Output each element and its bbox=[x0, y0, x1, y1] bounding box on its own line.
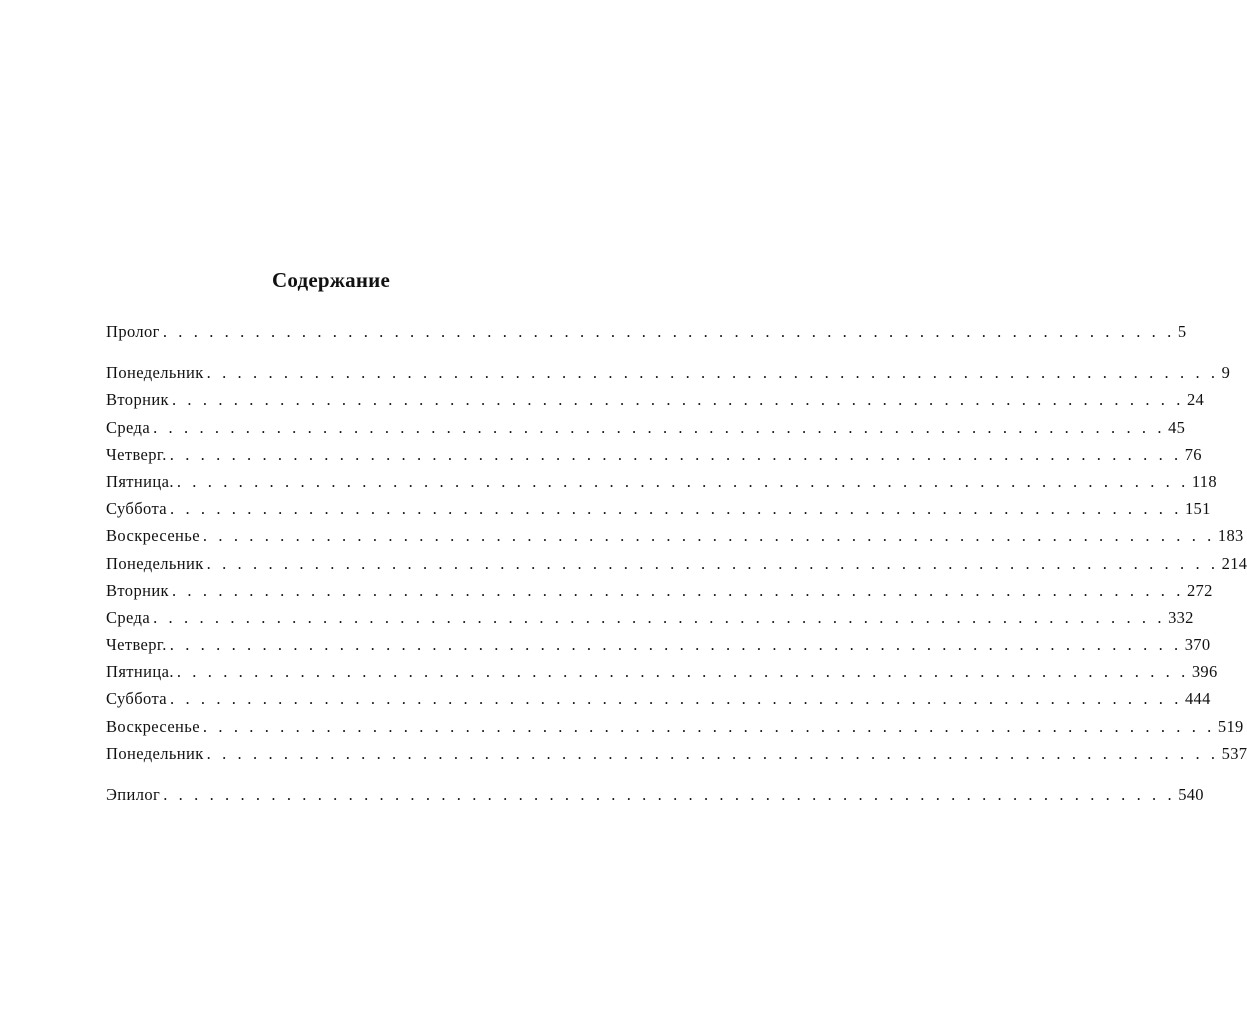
toc-entry-page: 76 bbox=[1184, 444, 1202, 464]
toc-entry-label: Среда bbox=[106, 607, 151, 627]
toc-entry[interactable] bbox=[106, 577, 1213, 604]
dot-leader: . . . . . . . . . . . . . . . . . . . . . . . . . . . . . . . . . . . . . . . . . . . . . . . . . . . . . . . . . . . . . . . . . . bbox=[202, 716, 1215, 736]
toc-entry[interactable] bbox=[106, 631, 1211, 658]
toc-entry-label: Понедельник bbox=[106, 743, 204, 763]
dot-leader: . . . . . . . . . . . . . . . . . . . . . . . . . . . . . . . . . . . . . . . . . . . . . . . . . . . . . . . . . . . . . . . . . . bbox=[206, 363, 1219, 383]
toc-entry[interactable] bbox=[106, 685, 1211, 712]
toc-entry-page: 332 bbox=[1168, 607, 1194, 627]
toc-entry[interactable] bbox=[106, 604, 1194, 631]
toc-entry-label: Пятница. bbox=[106, 471, 174, 491]
dot-leader: . . . . . . . . . . . . . . . . . . . . . . . . . . . . . . . . . . . . . . . . . . . . . . . . . . . . . . . . . . . . . . . . . . bbox=[170, 499, 1182, 519]
toc-entry-page: 151 bbox=[1184, 499, 1211, 519]
toc-entry-label: Четверг. bbox=[106, 444, 167, 464]
toc-entry-label: Четверг. bbox=[106, 635, 167, 655]
toc-entry-page: 118 bbox=[1191, 471, 1217, 491]
toc-entry-label: Суббота bbox=[106, 499, 167, 519]
toc-entry-page: 396 bbox=[1191, 662, 1218, 682]
toc-entry[interactable] bbox=[106, 468, 1217, 495]
toc-entry-label: Пролог bbox=[106, 322, 160, 341]
toc-entry-page: 370 bbox=[1184, 635, 1211, 655]
toc-entry-page: 24 bbox=[1186, 390, 1205, 410]
toc-entry-label: Суббота bbox=[106, 689, 167, 709]
toc-entry-label: Воскресенье bbox=[106, 716, 200, 736]
toc-entry-label: Воскресенье bbox=[106, 526, 200, 546]
dot-leader: . . . . . . . . . . . . . . . . . . . . . . . . . . . . . . . . . . . . . . . . . . . . . . . . . . . . . . . . . . . . . . . . . . bbox=[170, 689, 1182, 709]
toc-entry-page: 5 bbox=[1177, 322, 1187, 341]
toc-entry-page: 9 bbox=[1221, 363, 1231, 383]
toc-entry[interactable] bbox=[106, 713, 1244, 740]
dot-leader: . . . . . . . . . . . . . . . . . . . . . . . . . . . . . . . . . . . . . . . . . . . . . . . . . . . . . . . . . . . . . . . . . . bbox=[171, 580, 1184, 600]
dot-leader: . . . . . . . . . . . . . . . . . . . . . . . . . . . . . . . . . . . . . . . . . . . . . . . . . . . . . . . . . . . . . . . . . . bbox=[162, 322, 1175, 341]
toc-entry[interactable] bbox=[106, 359, 1231, 386]
dot-leader: . . . . . . . . . . . . . . . . . . . . . . . . . . . . . . . . . . . . . . . . . . . . . . . . . . . . . . . . . . . . . . . . . . bbox=[169, 635, 1182, 655]
dot-leader: . . . . . . . . . . . . . . . . . . . . . . . . . . . . . . . . . . . . . . . . . . . . . . . . . . . . . . . . . . . . . . . . . . bbox=[171, 390, 1184, 410]
toc-entry[interactable] bbox=[106, 740, 1247, 767]
toc-entry-page: 183 bbox=[1217, 526, 1244, 546]
table-of-contents bbox=[106, 318, 1247, 808]
dot-leader: . . . . . . . . . . . . . . . . . . . . . . . . . . . . . . . . . . . . . . . . . . . . . . . . . . . . . . . . . . . . . . . . . . bbox=[169, 444, 1182, 464]
toc-entry[interactable] bbox=[106, 441, 1202, 468]
dot-leader: . . . . . . . . . . . . . . . . . . . . . . . . . . . . . . . . . . . . . . . . . . . . . . . . . . . . . . . . . . . . . . . . . . bbox=[206, 743, 1219, 763]
toc-entry-page: 444 bbox=[1184, 689, 1211, 709]
dot-leader: . . . . . . . . . . . . . . . . . . . . . . . . . . . . . . . . . . . . . . . . . . . . . . . . . . . . . . . . . . . . . . . . . . bbox=[153, 607, 1166, 627]
toc-entry[interactable] bbox=[106, 495, 1211, 522]
toc-entry-page: 45 bbox=[1168, 417, 1186, 437]
dot-leader: . . . . . . . . . . . . . . . . . . . . . . . . . . . . . . . . . . . . . . . . . . . . . . . . . . . . . . . . . . . . . . . . . . bbox=[202, 526, 1215, 546]
toc-entry-label: Среда bbox=[106, 417, 151, 437]
toc-entry[interactable] bbox=[106, 658, 1218, 685]
dot-leader: . . . . . . . . . . . . . . . . . . . . . . . . . . . . . . . . . . . . . . . . . . . . . . . . . . . . . . . . . . . . . . . . . . bbox=[153, 417, 1166, 437]
dot-leader: . . . . . . . . . . . . . . . . . . . . . . . . . . . . . . . . . . . . . . . . . . . . . . . . . . . . . . . . . . . . . . . . . . bbox=[176, 471, 1189, 491]
toc-entry-label: Понедельник bbox=[106, 363, 204, 383]
toc-entry-label: Пятница. bbox=[106, 662, 174, 682]
toc-entry-epilogue[interactable] bbox=[106, 781, 1204, 808]
dot-leader: . . . . . . . . . . . . . . . . . . . . . . . . . . . . . . . . . . . . . . . . . . . . . . . . . . . . . . . . . . . . . . . . . . bbox=[206, 553, 1219, 573]
toc-entry-prologue[interactable] bbox=[106, 318, 1187, 345]
toc-entry[interactable] bbox=[106, 414, 1186, 441]
toc-entry-label: Понедельник bbox=[106, 553, 204, 573]
toc-entry-page: 537 bbox=[1221, 743, 1247, 763]
dot-leader: . . . . . . . . . . . . . . . . . . . . . . . . . . . . . . . . . . . . . . . . . . . . . . . . . . . . . . . . . . . . . . . . . . bbox=[163, 785, 1176, 804]
toc-entry-page: 540 bbox=[1178, 785, 1204, 804]
toc-entry[interactable] bbox=[106, 522, 1244, 549]
page-title: Содержание bbox=[272, 268, 390, 292]
toc-entry-page: 519 bbox=[1217, 716, 1244, 736]
toc-entry-page: 272 bbox=[1186, 580, 1213, 600]
dot-leader: . . . . . . . . . . . . . . . . . . . . . . . . . . . . . . . . . . . . . . . . . . . . . . . . . . . . . . . . . . . . . . . . . . bbox=[176, 662, 1189, 682]
toc-entry-label: Вторник bbox=[106, 390, 169, 410]
toc-entry-page: 214 bbox=[1221, 553, 1247, 573]
toc-entry[interactable] bbox=[106, 550, 1247, 577]
toc-entry[interactable] bbox=[106, 386, 1205, 413]
toc-entry-label: Вторник bbox=[106, 580, 169, 600]
toc-entry-label: Эпилог bbox=[106, 785, 161, 804]
